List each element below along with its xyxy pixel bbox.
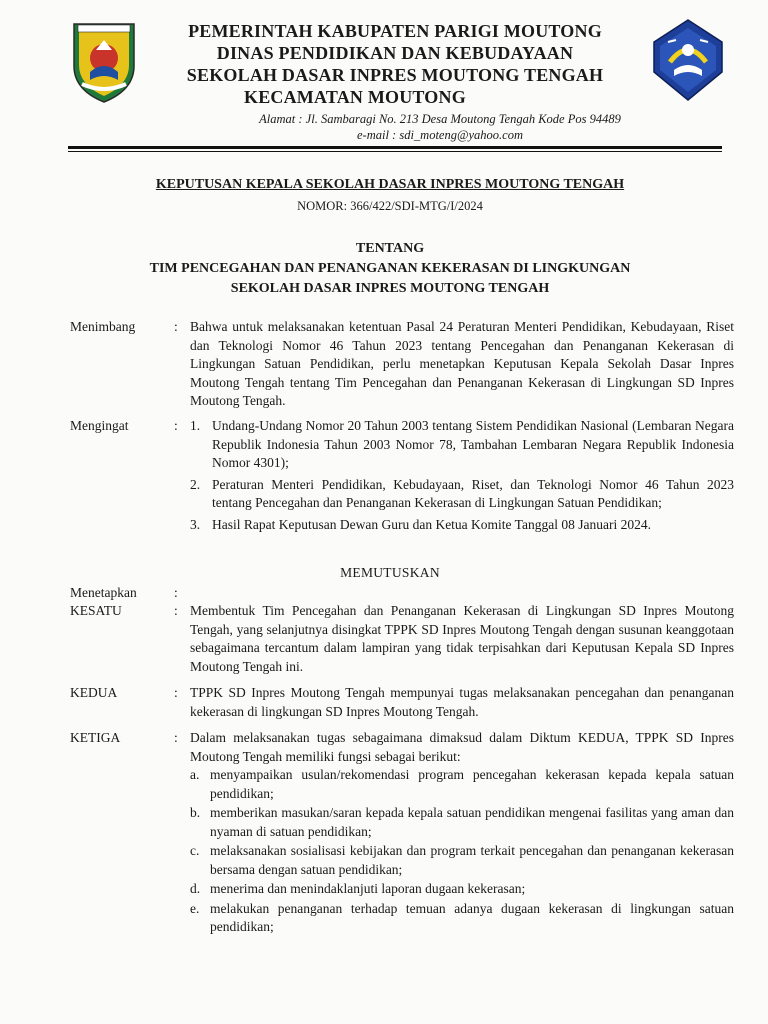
section-label: Menetapkan: [70, 585, 137, 600]
list-letter: d.: [190, 881, 201, 896]
letterhead-address: Alamat : Jl. Sambaragi No. 213 Desa Moutong Tengah Kode Pos 94489: [259, 112, 621, 126]
list-item: [190, 417, 734, 473]
section-menimbang: [70, 318, 734, 411]
section-colon: :: [174, 418, 178, 433]
list-item: [190, 766, 734, 803]
letterhead-line-3: SEKOLAH DASAR INPRES MOUTONG TENGAH: [186, 65, 604, 85]
section-label: KEDUA: [70, 685, 118, 700]
list-item: [190, 900, 734, 937]
section-label: Menimbang: [70, 319, 136, 334]
list-text: Peraturan Menteri Pendidikan, Kebudayaan, Riset, dan Teknologi Nomor 46 Tahun 2023 tentang Pencegahan dan Penanganan Kekerasan di Lingkungan Satuan Pendidikan;: [212, 476, 734, 510]
section-colon: :: [174, 730, 178, 745]
list-number: 2.: [190, 476, 201, 492]
section-label: KESATU: [70, 603, 122, 618]
list-text: Hasil Rapat Keputusan Dewan Guru dan Ketua Komite Tanggal 08 Januari 2024.: [212, 516, 651, 532]
decree-number: NOMOR: 366/422/SDI-MTG/I/2024: [297, 199, 483, 213]
letterhead-contact: [150, 111, 730, 143]
decide-heading: MEMUTUSKAN: [340, 565, 440, 580]
legal-basis-list: [190, 417, 734, 534]
list-letter: a.: [190, 767, 200, 782]
letterhead-rule-thin: [68, 151, 722, 152]
list-text: menyampaikan usulan/rekomendasi program pencegahan kekerasan kepada kepala satuan pendidikan;: [210, 767, 734, 801]
list-letter: b.: [190, 805, 201, 820]
function-list: [190, 766, 734, 937]
list-item: [190, 476, 734, 513]
letterhead-line-4: KECAMATAN MOUTONG: [244, 87, 466, 107]
list-text: menerima dan menindaklanjuti laporan dugaan kekerasan;: [210, 881, 526, 896]
section-colon: :: [174, 319, 178, 334]
section-colon: :: [174, 685, 178, 700]
list-text: Undang-Undang Nomor 20 Tahun 2003 tentang Sistem Pendidikan Nasional (Lembaran Negara Republik Indonesia Tahun 2003 Nomor 78, Tambahan Lembaran Negara Republik Indonesia Nomor 4301);: [212, 418, 734, 470]
list-number: 3.: [190, 516, 201, 532]
list-item: [190, 880, 734, 899]
section-kedua: [70, 684, 734, 721]
section-text: Dalam melaksanakan tugas sebagaimana dimaksud dalam Diktum KEDUA, TPPK SD Inpres Moutong Tengah memiliki fungsi sebagai berikut:: [190, 730, 734, 764]
list-number: 1.: [190, 418, 201, 433]
list-item: [190, 804, 734, 841]
section-label: Mengingat: [70, 418, 129, 433]
section-text: TPPK SD Inpres Moutong Tengah mempunyai tugas melaksanakan pencegahan dan penanganan kekerasan di lingkungan SD Inpres Moutong Tengah.: [190, 685, 734, 719]
list-text: memberikan masukan/saran kepada kepala satuan pendidikan mengenai fasilitas yang aman dan nyaman di satuan pendidikan;: [210, 805, 734, 839]
letterhead: [150, 20, 640, 108]
list-text: melakukan penanganan terhadap temuan adanya dugaan kekerasan di lingkungan satuan pendidikan;: [210, 900, 734, 934]
section-label: KETIGA: [70, 730, 121, 745]
list-item: [190, 516, 734, 535]
section-colon: :: [174, 603, 178, 618]
letterhead-line-1: PEMERINTAH KABUPATEN PARIGI MOUTONG: [188, 21, 602, 41]
decree-title: KEPUTUSAN KEPALA SEKOLAH DASAR INPRES MOUTONG TENGAH: [155, 177, 625, 192]
section-colon: :: [174, 585, 178, 600]
subject-line-2: SEKOLAH DASAR INPRES MOUTONG TENGAH: [230, 281, 550, 296]
subject-line-1: TIM PENCEGAHAN DAN PENANGANAN KEKERASAN DI LINGKUNGAN: [149, 261, 631, 276]
list-item: [190, 842, 734, 879]
letterhead-line-2: DINAS PENDIDIKAN DAN KEBUDAYAAN: [216, 43, 574, 63]
section-ketiga: [70, 729, 734, 938]
list-letter: c.: [190, 843, 200, 858]
section-text: Bahwa untuk melaksanakan ketentuan Pasal 24 Peraturan Menteri Pendidikan, Kebudayaan, Riset dan Teknologi Nomor 46 Tahun 2023 tentang Pencegahan dan Penanganan Kekerasan di Lingkungan Satuan Pendidikan, perlu menetapkan Keputusan Kepala Sekolah Dasar Inpres Moutong Tengah tentang Tim Pencegahan dan Penanganan Kekerasan di Lingkungan SD Inpres Moutong Tengah.: [190, 319, 734, 408]
letterhead-rule-thick: [68, 146, 722, 149]
section-text: Membentuk Tim Pencegahan dan Penanganan Kekerasan di Lingkungan SD Inpres Moutong Tengah, yang selanjutnya disingkat TPPK SD Inpres Moutong Tengah dengan susunan keanggotaan sebagaimana tercantum dalam lampiran yang tidak terpisahkan dari Keputusan Kepala SD Inpres Moutong Tengah ini.: [190, 603, 734, 674]
list-letter: e.: [190, 900, 200, 916]
regency-emblem-icon: [68, 20, 140, 104]
tut-wuri-handayani-icon: [648, 18, 728, 102]
list-text: melaksanakan sosialisasi kebijakan dan program terkait pencegahan dan penanganan kekerasan bersama dengan satuan pendidikan;: [210, 843, 734, 877]
section-kesatu: [70, 602, 734, 676]
about-heading: TENTANG: [355, 241, 425, 256]
letterhead-email: e-mail : sdi_moteng@yahoo.com: [357, 128, 523, 142]
section-mengingat: [70, 417, 734, 537]
